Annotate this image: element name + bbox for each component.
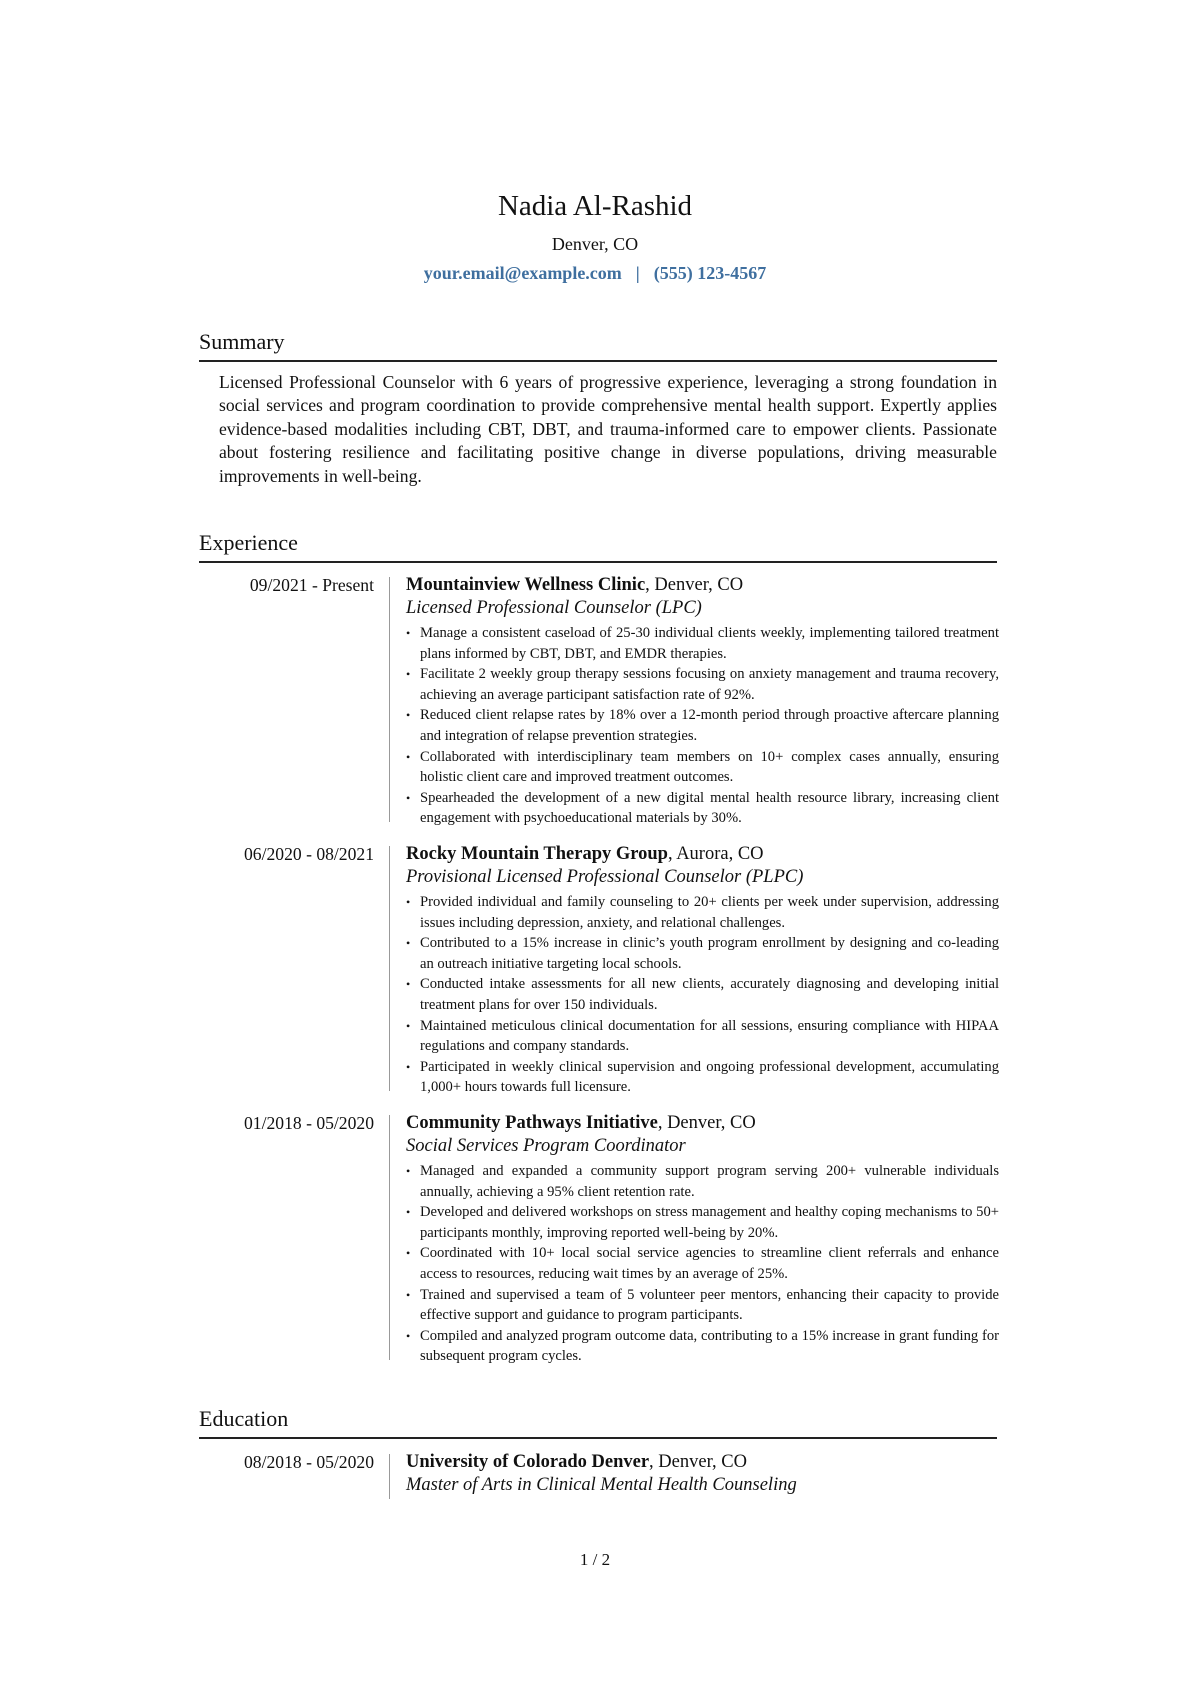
entry-location: , Denver, CO	[645, 575, 744, 595]
experience-entry	[199, 842, 999, 1094]
entry-role: Licensed Professional Counselor (LPC)	[406, 598, 702, 618]
bullet-item: • Coordinated with 10+ local social service agencies to streamline client referrals and enhance access to resources, reducing wait times by an average of 25%.	[406, 1243, 999, 1284]
bullet-item: • Facilitate 2 weekly group therapy sessions focusing on anxiety management and trauma recovery, achieving an average participant satisfaction rate of 92%.	[406, 664, 999, 705]
phone-link[interactable]: (555) 123-4567	[653, 263, 767, 283]
bullet-item: • Conducted intake assessments for all new clients, accurately diagnosing and developing initial treatment plans for over 150 individuals.	[406, 974, 999, 1015]
entry-body	[406, 1111, 999, 1367]
candidate-location: Denver, CO	[551, 234, 639, 254]
experience-entry	[199, 1111, 999, 1363]
education-heading: Education	[199, 1405, 997, 1439]
entry-location: , Aurora, CO	[667, 844, 764, 864]
summary-text: Licensed Professional Counselor with 6 years of progressive experience, leveraging a strong foundation in social services and program coordination to provide comprehensive mental health support. Expertly applies evidence-based modalities including CBT, DBT, and trauma-informed care to empower clients. Passionate about fostering resilience and facilitating positive change in diverse populations, driving measurable improvements in well-being.	[219, 372, 997, 486]
bullet-item: • Spearheaded the development of a new digital mental health resource library, increasing client engagement with psychoeducational materials by 30%.	[406, 788, 999, 829]
entry-organization-line	[406, 1111, 999, 1135]
bullet-item: • Collaborated with interdisciplinary team members on 10+ complex cases annually, ensuring holistic client care and improved treatment outcomes.	[406, 747, 999, 788]
entry-location: , Denver, CO	[649, 1452, 747, 1472]
timeline-rule	[389, 846, 390, 1091]
entry-bullets	[406, 623, 999, 829]
candidate-name: Nadia Al-Rashid	[497, 190, 693, 222]
bullet-item: • Manage a consistent caseload of 25-30 individual clients weekly, implementing tailored treatment plans informed by CBT, DBT, and EMDR therapies.	[406, 623, 999, 664]
entry-date: 06/2020 - 08/2021	[244, 844, 374, 864]
entry-role: Master of Arts in Clinical Mental Health Counseling	[406, 1475, 797, 1495]
bullet-item: • Developed and delivered workshops on stress management and healthy coping mechanisms to 50+ participants monthly, improving reported well-being by 20%.	[406, 1202, 999, 1243]
entry-location: , Denver, CO	[657, 1113, 756, 1133]
summary-heading: Summary	[199, 328, 997, 362]
entry-body	[406, 573, 999, 829]
entry-body	[406, 842, 999, 1098]
bullet-item: • Provided individual and family counseling to 20+ clients per week under supervision, addressing issues including depression, anxiety, and relational challenges.	[406, 892, 999, 933]
timeline-rule	[389, 577, 390, 822]
entry-bullets	[406, 1161, 999, 1367]
experience-entry	[199, 573, 999, 825]
entry-body	[406, 1450, 999, 1497]
entry-role: Social Services Program Coordinator	[406, 1136, 686, 1156]
entry-bullets	[406, 892, 999, 1098]
contact-separator: |	[635, 263, 640, 283]
contact-line	[0, 261, 1190, 285]
bullet-item: • Compiled and analyzed program outcome data, contributing to a 15% increase in grant funding for subsequent program cycles.	[406, 1326, 999, 1367]
bullet-item: • Managed and expanded a community support program serving 200+ vulnerable individuals annually, achieving a 95% client retention rate.	[406, 1161, 999, 1202]
timeline-rule	[389, 1115, 390, 1360]
entry-date: 09/2021 - Present	[249, 575, 374, 595]
bullet-item: • Reduced client relapse rates by 18% over a 12-month period through proactive aftercare planning and integration of relapse prevention strategies.	[406, 705, 999, 746]
entry-organization-line	[406, 842, 999, 866]
entry-organization-line	[406, 1450, 999, 1474]
entry-organization: Rocky Mountain Therapy Group	[406, 844, 668, 864]
bullet-item: • Contributed to a 15% increase in clinic’s youth program enrollment by designing and co-leading an outreach initiative targeting local schools.	[406, 933, 999, 974]
email-link[interactable]: your.email@example.com	[423, 263, 622, 283]
timeline-rule	[389, 1454, 390, 1499]
education-entry	[199, 1450, 999, 1502]
bullet-item: • Maintained meticulous clinical documentation for all sessions, ensuring compliance with HIPAA regulations and company standards.	[406, 1016, 999, 1057]
experience-heading: Experience	[199, 529, 997, 563]
entry-organization: Community Pathways Initiative	[406, 1113, 658, 1133]
entry-date: 01/2018 - 05/2020	[244, 1113, 374, 1133]
page-number: 1 / 2	[579, 1550, 611, 1569]
entry-date: 08/2018 - 05/2020	[244, 1452, 374, 1472]
entry-organization: University of Colorado Denver	[406, 1452, 650, 1472]
entry-organization-line	[406, 573, 999, 597]
entry-organization: Mountainview Wellness Clinic	[406, 575, 646, 595]
bullet-item: • Participated in weekly clinical supervision and ongoing professional development, accumulating 1,000+ hours towards full licensure.	[406, 1057, 999, 1098]
bullet-item: • Trained and supervised a team of 5 volunteer peer mentors, enhancing their capacity to provide effective support and guidance to program participants.	[406, 1285, 999, 1326]
entry-role: Provisional Licensed Professional Counselor (PLPC)	[406, 867, 804, 887]
